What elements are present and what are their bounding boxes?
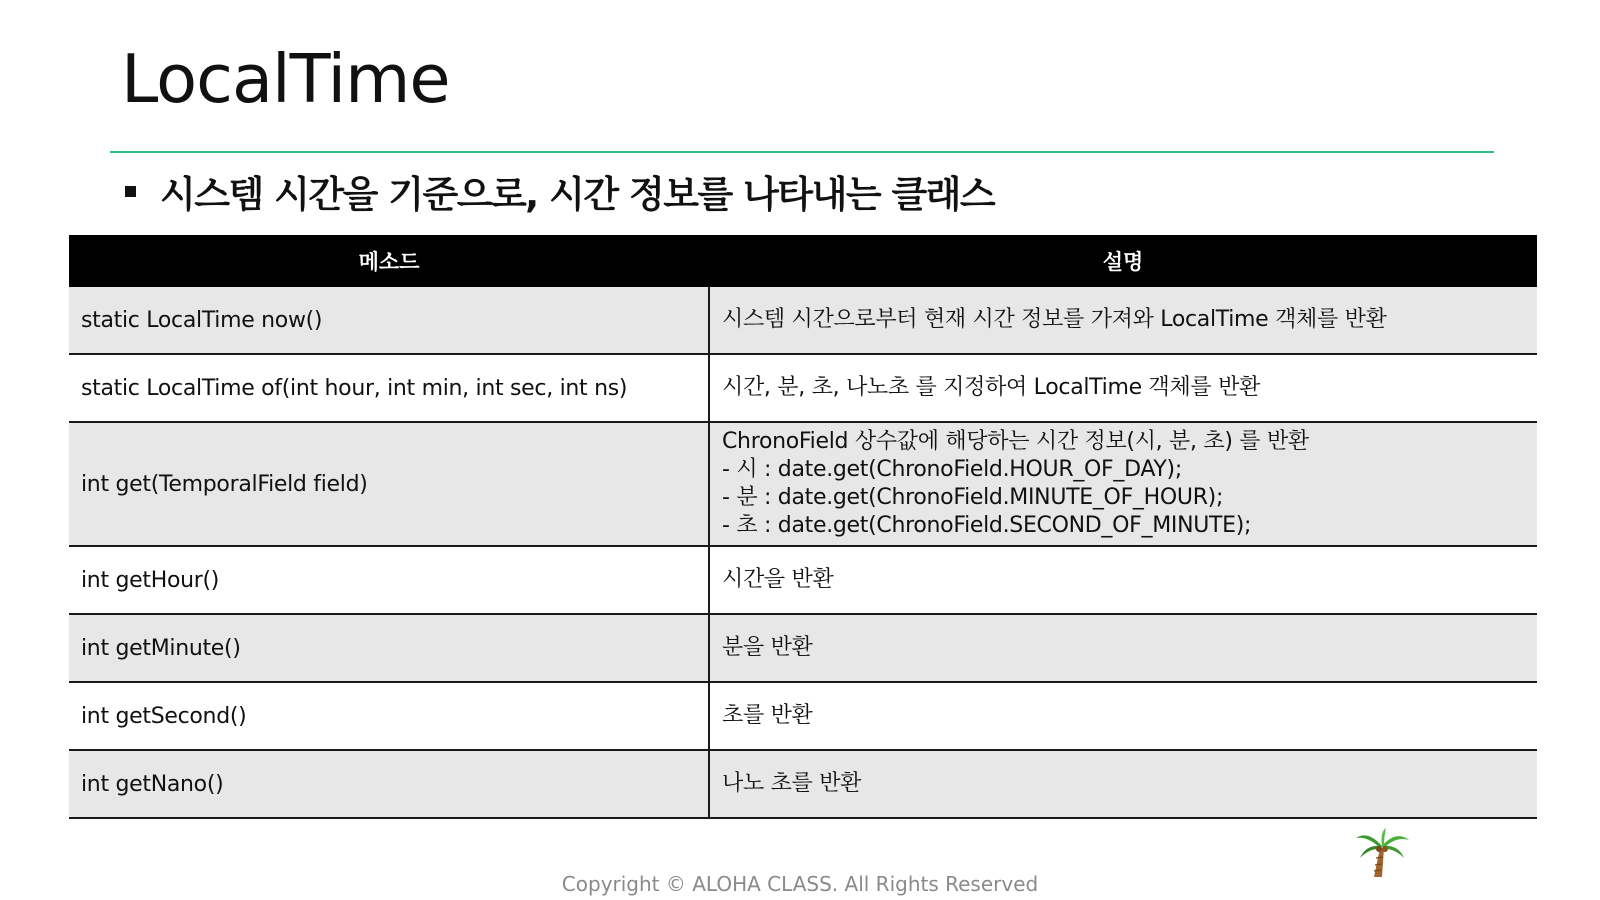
description-line: - 시 : date.get(ChronoField.HOUR_OF_DAY);	[722, 457, 1182, 482]
slide-title: LocalTime	[121, 40, 450, 118]
description-line: 분을 반환	[722, 635, 813, 660]
description-cell	[709, 750, 1537, 818]
description-cell	[709, 354, 1537, 422]
table-row	[69, 287, 1537, 354]
method-cell: int getSecond()	[69, 682, 709, 750]
title-divider	[110, 151, 1494, 153]
table-row	[69, 546, 1537, 614]
header-method: 메소드	[69, 235, 709, 287]
bullet-text: 시스템 시간을 기준으로, 시간 정보를 나타내는 클래스	[160, 173, 995, 216]
description-cell	[709, 614, 1537, 682]
bullet-point	[125, 167, 994, 215]
description-line: 시스템 시간으로부터 현재 시간 정보를 가져와 LocalTime 객체를 반환	[722, 307, 1387, 332]
method-cell: static LocalTime of(int hour, int min, int sec, int ns)	[69, 354, 709, 422]
method-cell: int getMinute()	[69, 614, 709, 682]
header-description: 설명	[709, 235, 1537, 287]
table-row	[69, 750, 1537, 818]
table-row	[69, 682, 1537, 750]
description-line: ChronoField 상수값에 해당하는 시간 정보(시, 분, 초) 를 반환	[722, 429, 1309, 454]
method-cell: static LocalTime now()	[69, 287, 709, 354]
description-line: 시간을 반환	[722, 567, 834, 592]
description-cell	[709, 546, 1537, 614]
method-cell: int getNano()	[69, 750, 709, 818]
description-line: - 초 : date.get(ChronoField.SECOND_OF_MINUTE);	[722, 513, 1252, 538]
table-row	[69, 614, 1537, 682]
square-bullet-icon	[125, 186, 136, 197]
description-line: 초를 반환	[722, 703, 813, 728]
description-line: 시간, 분, 초, 나노초 를 지정하여 LocalTime 객체를 반환	[722, 375, 1260, 400]
method-cell: int getHour()	[69, 546, 709, 614]
description-line: - 분 : date.get(ChronoField.MINUTE_OF_HOUR);	[722, 485, 1224, 510]
methods-table	[69, 235, 1537, 819]
description-cell	[709, 682, 1537, 750]
description-line: 나노 초를 반환	[722, 771, 862, 796]
table-header-row	[69, 235, 1537, 287]
palm-tree-icon	[1354, 828, 1410, 878]
method-cell: int get(TemporalField field)	[69, 422, 709, 546]
table-row	[69, 354, 1537, 422]
table-row	[69, 422, 1537, 546]
copyright-footer: Copyright © ALOHA CLASS. All Rights Reserved	[561, 872, 1039, 896]
description-cell	[709, 287, 1537, 354]
description-cell	[709, 422, 1537, 546]
